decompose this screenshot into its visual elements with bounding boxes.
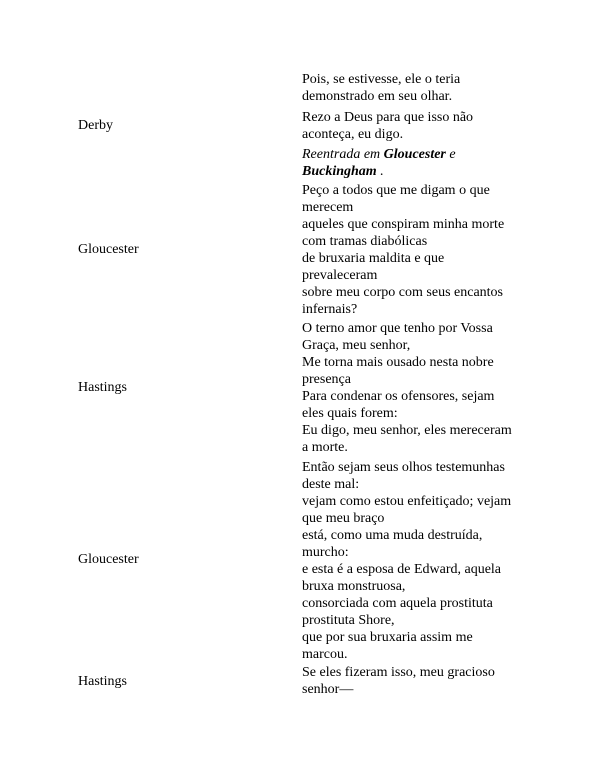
stage-direction-line-1	[302, 146, 552, 163]
speech-line: murcho:	[302, 545, 349, 560]
stage-direction-name-1: Gloucester	[383, 147, 446, 162]
speech-line: O terno amor que tenho por Vossa	[302, 321, 493, 336]
speaker-name: Hastings	[78, 380, 127, 395]
speech-line: consorciada com aquela prostituta	[302, 596, 493, 611]
speech-line: vejam como estou enfeitiçado; vejam	[302, 494, 512, 509]
speech-line: Se eles fizeram isso, meu gracioso	[302, 665, 495, 680]
speaker-name: Gloucester	[78, 242, 139, 257]
stage-direction-lines	[302, 146, 552, 180]
speech-line: Me torna mais ousado nesta nobre	[302, 355, 494, 370]
speech-line: presença	[302, 372, 351, 387]
speech-line: marcou.	[302, 647, 348, 662]
speech-line: demonstrado em seu olhar.	[302, 89, 453, 104]
speech-lines	[302, 71, 552, 105]
speech-lines	[302, 320, 552, 456]
speech-line: Peço a todos que me digam o que	[302, 183, 490, 198]
stage-direction-line-2	[302, 163, 552, 180]
speech-line: Graça, meu senhor,	[302, 338, 411, 353]
speech-line: Eu digo, meu senhor, eles mereceram	[302, 423, 512, 438]
stage-direction-name-2: Buckingham	[302, 164, 377, 179]
speech-line: Rezo a Deus para que isso não	[302, 110, 474, 125]
speech-line: merecem	[302, 200, 354, 215]
speech-line: aqueles que conspiram minha morte	[302, 217, 505, 232]
stage-direction-conj: e	[445, 147, 456, 162]
speech-line: deste mal:	[302, 477, 360, 492]
speaker-name: Hastings	[78, 674, 127, 689]
stage-direction-prefix: Reentrada em	[302, 147, 384, 162]
speech-line: a morte.	[302, 440, 348, 455]
speech-line: Então sejam seus olhos testemunhas	[302, 460, 505, 475]
speech-line: eles quais forem:	[302, 406, 398, 421]
speech-line: Para condenar os ofensores, sejam	[302, 389, 495, 404]
speech-lines	[302, 109, 552, 143]
speech-line: senhor—	[302, 682, 354, 697]
speech-line: com tramas diabólicas	[302, 234, 428, 249]
speech-line: sobre meu corpo com seus encantos	[302, 285, 503, 300]
speaker-name: Gloucester	[78, 552, 139, 567]
speech-line: de bruxaria maldita e que	[302, 251, 445, 266]
speech-line: e esta é a esposa de Edward, aquela	[302, 562, 502, 577]
speech-line: que por sua bruxaria assim me	[302, 630, 473, 645]
speech-line: Pois, se estivesse, ele o teria	[302, 72, 461, 87]
speech-line: prostituta Shore,	[302, 613, 395, 628]
speech-line: bruxa monstruosa,	[302, 579, 406, 594]
speech-line: que meu braço	[302, 511, 385, 526]
speech-lines	[302, 459, 552, 663]
speech-lines	[302, 182, 552, 318]
speech-line: prevaleceram	[302, 268, 378, 283]
speaker-name: Derby	[78, 118, 113, 133]
speech-line: infernais?	[302, 302, 358, 317]
speech-line: aconteça, eu digo.	[302, 127, 404, 142]
speech-line: está, como uma muda destruída,	[302, 528, 483, 543]
speech-lines	[302, 664, 552, 698]
stage-direction-suffix: .	[376, 164, 384, 179]
